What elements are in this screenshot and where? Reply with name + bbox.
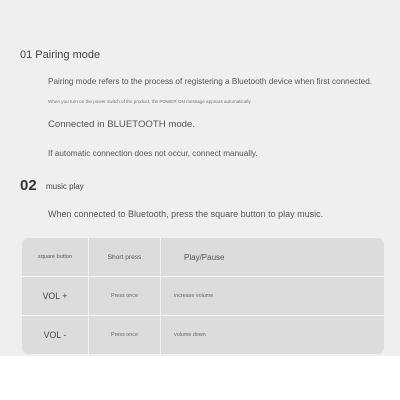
section-2-number: 02 (20, 177, 37, 194)
manual-connection-note: If automatic connection does not occur, connect manually. (48, 149, 258, 158)
pairing-description: Pairing mode refers to the process of registering a Bluetooth device when first connected. (48, 77, 373, 86)
header-cell-function: Play/Pause (184, 252, 225, 262)
row-action: Press once (111, 332, 138, 338)
row-function: increase volume (174, 293, 214, 299)
bluetooth-mode-note: Connected in BLUETOOTH mode. (48, 119, 195, 130)
table-divider (22, 315, 384, 316)
header-cell-button: square button (37, 254, 73, 260)
row-button-vol-down: VOL - (43, 330, 67, 340)
row-action: Press once (111, 293, 138, 299)
table-header-row (22, 238, 384, 276)
table-divider (88, 238, 89, 354)
header-cell-action: Short press (107, 253, 142, 261)
table-row (22, 316, 384, 354)
button-function-table (22, 238, 384, 354)
power-on-note: When you turn on the power switch of the product, the POWER ON message appears automatically. (48, 99, 252, 104)
row-function: volume down (174, 332, 206, 338)
music-play-description: When connected to Bluetooth, press the square button to play music. (48, 209, 324, 219)
table-divider (160, 238, 161, 354)
table-divider (22, 276, 384, 277)
section-2-title: music play (46, 182, 84, 191)
section-1-title: 01 Pairing mode (20, 49, 101, 61)
table-row (22, 277, 384, 315)
row-button-vol-up: VOL + (42, 291, 68, 301)
